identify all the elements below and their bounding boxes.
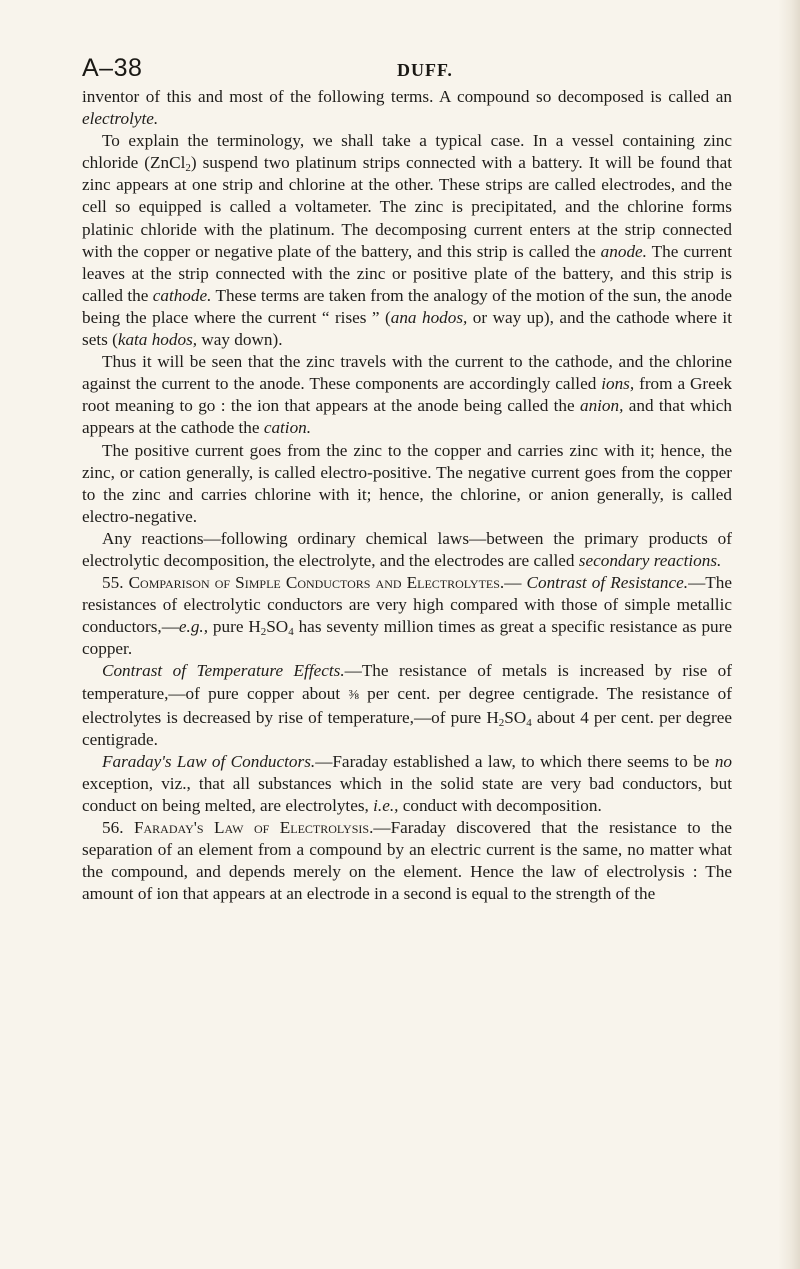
paragraph: To explain the terminology, we shall take a typical case. In a vessel containing zinc chloride (ZnCl$_2$) suspend two platinum strips connected with a battery. It will be found that zinc appears at one strip and chlorine at the other. These strips are called electrodes, and the cell so equipped is called a voltameter. The zinc is precipitated, and the chlorine forms platinic chloride with the platinum. The decomposing current enters at the strip connected with the copper or negative plate of the battery, and this strip is called the anode. The current leaves at the strip connected with the zinc or positive plate of the battery, and this strip is called the cathode. These terms are taken from the analogy of the motion of the sun, the anode being the place where the current “ rises ” (ana hodos, or way up), and the cathode where it sets (kata hodos, way down). [82,131,733,350]
paragraph: Contrast of Temperature Effects.—The resistance of metals is increased by rise of temperature,—of pure copper about ⅜ per cent. per degree centigrade. The resistance of electrolytes is decreased by rise of temperature,—of pure $H_2SO_4$ about 4 per cent. per degree centigrade. [82,661,733,749]
page-edge-shadow [778,0,800,1269]
paragraph: The positive current goes from the zinc to the copper and carries zinc with it; hence, the zinc, or cation generally, is called electro-positive. The negative current goes from the copper to the zinc and carries chlorine with it; hence, the chlorine, or anion generally, is called electro-negative. [82,440,732,526]
paragraph: Any reactions—following ordinary chemical laws—between the primary products of electrolytic decomposition, the electrolyte, and the electrodes are called secondary reactions. [82,528,732,570]
paragraph: inventor of this and most of the following terms. A compound so decomposed is called an electrolyte. [82,87,732,129]
running-head: DUFF. [397,60,453,80]
paragraph: Faraday's Law of Conductors.—Faraday established a law, to which there seems to be no exception, viz., that all substances which in the solid state are very bad conductors, but conduct on being melted, are electrolytes, i.e., conduct with decomposition. [82,751,732,815]
page-header [82,54,732,88]
section-paragraph-55: 55. Comparison of Simple Conductors and Electrolytes.— Contrast of Resistance.—The resistances of electrolytic conductors are very high compared with those of simple metallic conductors,—e.g., pure $H_2SO_4$ has seventy million times as great a specific resistance as pure copper. [82,573,733,659]
page-number: A–38 [82,54,143,82]
section-paragraph-56: 56. Faraday's Law of Electrolysis.—Faraday discovered that the resistance to the separation of an element from a compound by an electric current is the same, no matter what the compound, and depends merely on the element. Hence the law of electrolysis : The amount of ion that appears at an electrode in a second is equal to the strength of the [82,818,733,904]
paragraph: Thus it will be seen that the zinc travels with the current to the cathode, and the chlorine against the current to the anode. These components are accordingly called ions, from a Greek root meaning to go : the ion that appears at the anode being called the anion, and that which appears at the cathode the cation. [82,352,732,438]
body-text [82,86,732,905]
